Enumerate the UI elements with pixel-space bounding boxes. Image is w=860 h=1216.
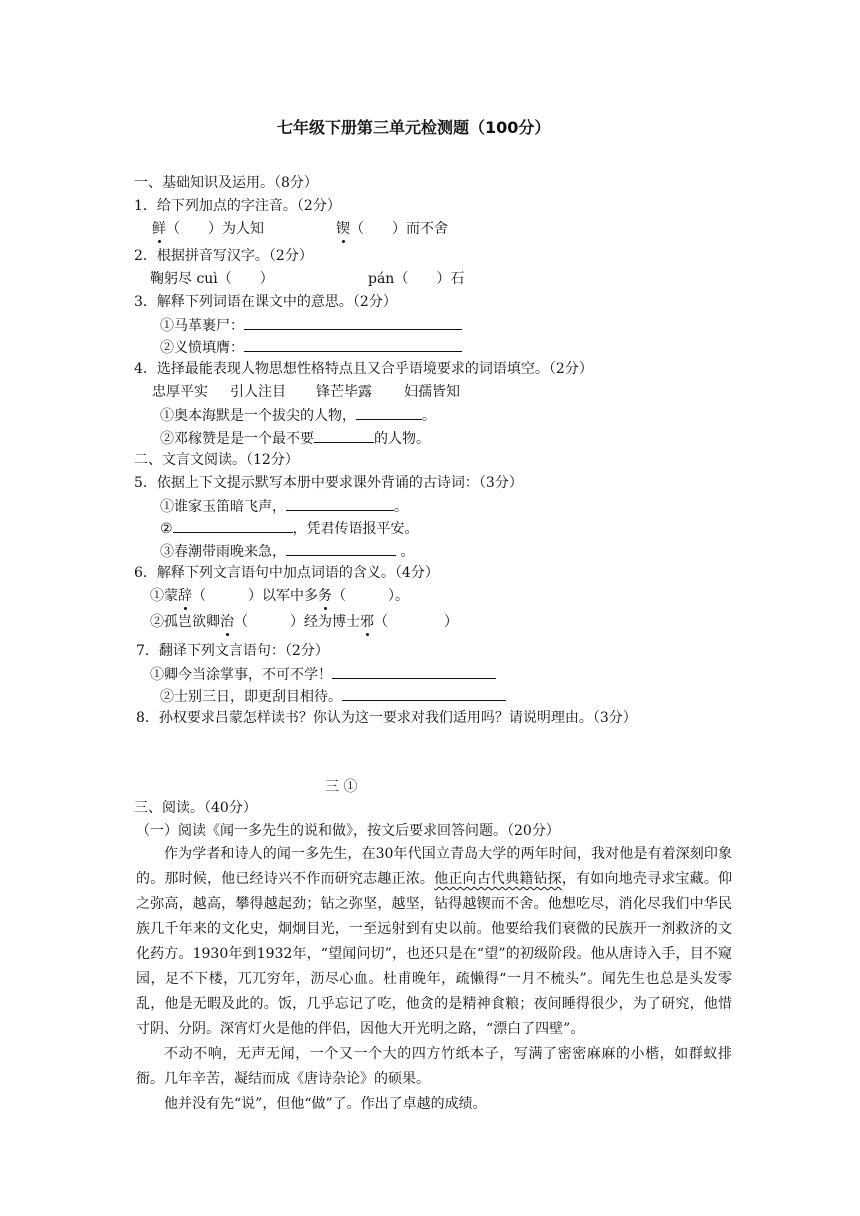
dotted-char: 锲: [336, 221, 350, 237]
passage: [136, 842, 732, 1117]
dotted-char: 鲜: [152, 221, 166, 237]
q1-item-b: [336, 219, 448, 239]
q1-item-a: [152, 219, 264, 239]
q5-a-post: 。: [394, 499, 408, 515]
answer-paren[interactable]: （ ）。: [332, 588, 409, 604]
q3-a-label: ①马革裹尸：: [160, 318, 244, 334]
section-1-heading: 一、基础知识及运用。（8分）: [134, 175, 318, 191]
q7-a-label: ①卿今当涂掌事，不可不学！: [150, 667, 332, 683]
q1-a-rest: 为人知: [222, 221, 264, 237]
q1-stem: 1．给下列加点的字注音。（2分）: [134, 198, 341, 214]
dotted-char: 辞: [178, 588, 192, 604]
dotted-char: 邪: [360, 614, 374, 630]
q6-b-mid: 经为博士: [304, 614, 360, 630]
answer-blank[interactable]: [332, 664, 496, 679]
q6-stem: 6．解释下列文言语句中加点词语的含义。（4分）: [134, 565, 439, 581]
passage-text: ，有如向地壳寻求宝藏。仰之弥高，越高，攀得越起劲；钻之弥坚，越坚，钻得越锲而不舍。他想吃尽，消化尽我们中华民族几千年来的文化史，炯炯目光，一至远射到有史以前。他要给我们衰微的民族开一剂救济的文化药方。1930年到1932年，“望闻问切”，也还只是在“望”的初级阶段。他从唐诗入手，目不窥园，足不下楼，兀兀穷年，沥尽心血。杜甫晚年，疏懒得“一月不梳头”。闻先生也总是头发零乱，他是无暇及此的。饭，几乎忘记了吃，他贪的是精神食粮；夜间睡得很少，为了研究，他惜寸阴、分阴。深宵灯火是他的伴侣，因他大开光明之路，“漂白了四壁”。: [136, 871, 733, 1037]
answer-blank[interactable]: [286, 541, 396, 556]
answer-paren[interactable]: （ ）: [374, 614, 458, 630]
q5-c-post: 。: [400, 544, 415, 560]
q3-b-label: ②义愤填膺：: [160, 340, 244, 356]
q2-stem: 2．根据拼音写汉字。（2分）: [134, 248, 313, 264]
q7-stem: 7．翻译下列文言语句：（2分）: [136, 643, 329, 659]
q3-stem: 3．解释下列词语在课文中的意思。（2分）: [134, 294, 397, 310]
q6-a-mid: 以军中多: [262, 588, 318, 604]
q2-item-b[interactable]: pán（ ）石: [368, 271, 465, 287]
section-mark: 三 ①: [325, 779, 358, 795]
q4-stem: 4．选择最能表现人物思想性格特点且又合乎语境要求的词语填空。（2分）: [134, 361, 593, 377]
q7-item-b: [160, 686, 506, 707]
q1-b-rest: 而不舍: [406, 221, 448, 237]
answer-paren[interactable]: （ ）: [234, 614, 304, 630]
answer-blank[interactable]: [314, 428, 374, 443]
answer-blank[interactable]: [286, 496, 394, 511]
section-3-heading: 三、阅读。（40分）: [134, 800, 257, 816]
answer-blank[interactable]: [342, 686, 506, 701]
q6-b-pre: ②孤岂欲卿: [150, 614, 220, 630]
q4-item-a: [160, 405, 436, 426]
q3-item-a: [160, 315, 462, 336]
passage-paragraph: [136, 842, 732, 1042]
q5-stem: 5．依据上下文提示默写本册中要求课外背诵的古诗词：（3分）: [134, 475, 523, 491]
q5-item-b: [160, 518, 419, 539]
dotted-char: 治: [220, 614, 234, 630]
answer-blank[interactable]: [356, 405, 422, 420]
q2-item-a[interactable]: 鞠躬尽 cuì（ ）: [150, 271, 274, 287]
answer-blank[interactable]: [244, 337, 462, 352]
wavy-underlined-sentence: 他正向古代典籍钻探: [434, 871, 562, 887]
passage-paragraph: 不动不响，无声无闻，一个又一个大的四方竹纸本子，写满了密密麻麻的小楷，如群蚁排衙。几年辛苦，凝结而成《唐诗杂论》的硕果。: [136, 1046, 732, 1087]
passage-paragraph: 他并没有先“说”，但他“做”了。作出了卓越的成绩。: [164, 1096, 487, 1112]
answer-paren[interactable]: （ ）: [192, 588, 262, 604]
q4-option: 锋芒毕露: [316, 384, 372, 400]
answer-paren[interactable]: （ ）: [166, 221, 222, 237]
answer-blank[interactable]: [173, 518, 293, 533]
q6-item-a: [150, 586, 409, 606]
page-title: 七年级下册第三单元检测题（100分）: [277, 118, 551, 137]
q5-item-a: [160, 496, 408, 517]
q6-a-pre: ①蒙: [150, 588, 178, 604]
dotted-char: 务: [318, 588, 332, 604]
q3-item-b: [160, 337, 462, 358]
q5-item-c: [160, 541, 414, 562]
q4-option: 妇孺皆知: [404, 384, 460, 400]
q4-a-post: 。: [422, 408, 436, 424]
answer-paren[interactable]: （ ）: [350, 221, 406, 237]
q4-a-pre: ①奥本海默是一个拔尖的人物，: [160, 408, 356, 424]
section-2-heading: 二、文言文阅读。（12分）: [134, 452, 299, 468]
q5-b-pre: ②: [160, 521, 173, 537]
q7-b-label: ②士别三日，即更刮目相待。: [160, 689, 342, 705]
q4-option: 引人注目: [230, 384, 286, 400]
q4-option: 忠厚平实: [152, 384, 208, 400]
reading-1-intro: （一）阅读《闻一多先生的说和做》，按文后要求回答问题。（20分）: [136, 823, 560, 839]
q6-item-b: [150, 612, 458, 632]
q4-item-b: [160, 428, 430, 449]
answer-blank[interactable]: [244, 315, 462, 330]
q4-b-pre: ②邓稼赞是是一个最不要: [160, 431, 314, 447]
q5-c-pre: ③春潮带雨晚来急，: [160, 544, 286, 560]
q5-a-pre: ①谁家玉笛暗飞声，: [160, 499, 286, 515]
q5-b-post: ，凭君传语报平安。: [292, 521, 419, 537]
q7-item-a: [150, 664, 496, 685]
q4-b-post: 的人物。: [374, 431, 430, 447]
q8-stem: 8．孙权要求吕蒙怎样读书？你认为这一要求对我们适用吗？请说明理由。（3分）: [136, 710, 637, 726]
passage-text: 作为学者和诗人的闻一多先生，在30年代国立青岛大学的两年时间，我对他是有着深刻印象的。那时候，他已经诗兴不作而研究志趣正浓。: [136, 846, 732, 887]
